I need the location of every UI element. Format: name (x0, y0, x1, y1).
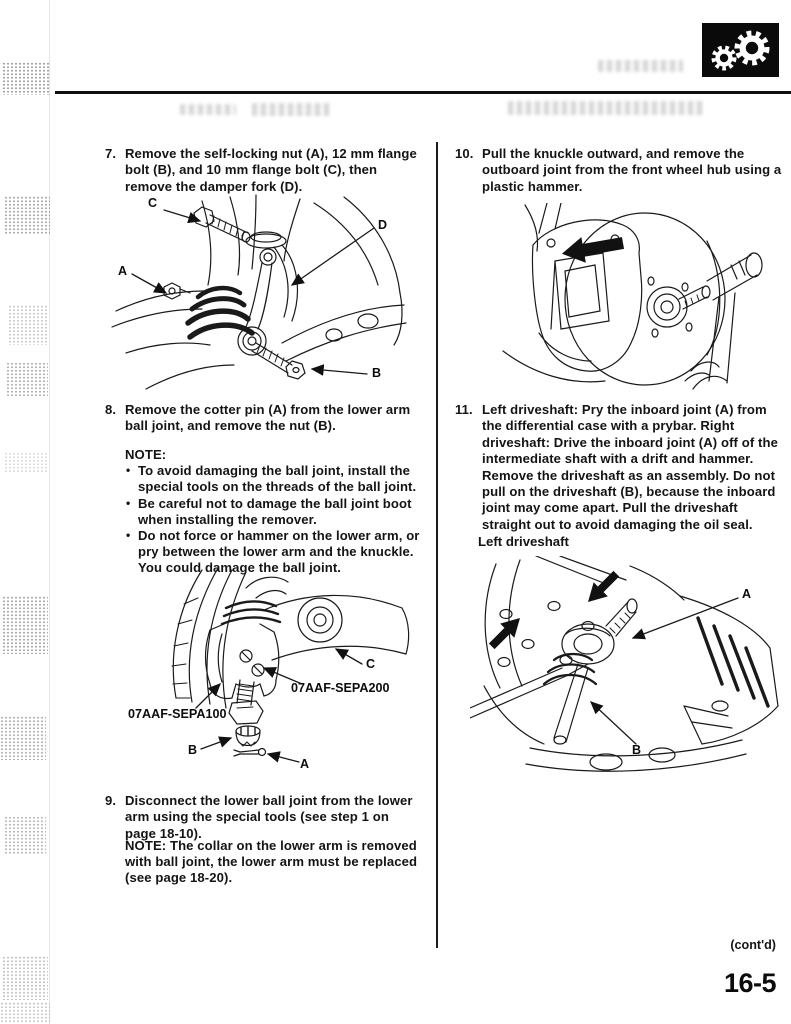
fig4-label-b: B (632, 743, 642, 757)
note-bullet: • Do not force or hammer on the lower arm, or pry between the lower arm and the knuckle. You could damage the ball joint. (125, 528, 423, 577)
note-text: NOTE: The collar on the lower arm is removed with ball joint, the lower arm must be replaced (see page 18-20). (125, 838, 418, 886)
step-number: 8. (105, 402, 117, 417)
scan-binding-line (49, 0, 50, 1024)
step-text: Pull the knuckle outward, and remove the outboard joint from the front wheel hub using a plastic hammer. (482, 146, 782, 194)
note-bullet: • To avoid damaging the ball joint, install the special tools on the threads of the ball joint. (125, 463, 423, 495)
step-text: Left driveshaft: Pry the inboard joint (A) from the differential case with a prybar. Right driveshaft: Drive the inboard joint (A) off of the intermediate shaft with a drift and hammer. Remove the driveshaft as an assembly. Do not pull on the driveshaft (B), because the inboard joint may come apart. Pull the driveshaft straight out to avoid damaging the oil seal. (482, 402, 778, 532)
step-number: 9. (105, 793, 117, 808)
ball-joint-remover-illustration (106, 568, 412, 776)
step-9 (105, 793, 422, 842)
left-driveshaft-illustration (470, 556, 787, 782)
step-11 (455, 402, 785, 533)
figure-knuckle-hub (455, 203, 787, 391)
scan-artifact (2, 956, 48, 1000)
column-divider (436, 142, 438, 948)
fig4-label-a: A (742, 587, 752, 601)
scan-artifact (2, 596, 48, 654)
scan-artifact (4, 452, 48, 472)
damper-fork-illustration (106, 193, 412, 393)
step-text: Disconnect the lower ball joint from the lower arm using the special tools (see step 1 on page 18-10). (125, 793, 413, 841)
fig1-label-d: D (378, 218, 388, 232)
scan-artifact (4, 196, 50, 234)
scan-artifact (6, 362, 48, 396)
figure-left-driveshaft (470, 556, 787, 782)
step-number: 7. (105, 146, 117, 161)
step-text: Remove the cotter pin (A) from the lower arm ball joint, and remove the nut (B). (125, 402, 411, 434)
fig2-tool-adapter: 07AAF-SEPA200 (291, 681, 390, 695)
scan-artifact (0, 1002, 50, 1024)
fig1-label-a: A (118, 264, 128, 278)
step-8 (105, 402, 422, 435)
step-7 (105, 146, 422, 195)
header-rule (55, 91, 791, 94)
fig2-label-a: A (300, 757, 310, 771)
fig2-tool-remover: 07AAF-SEPA100 (128, 707, 227, 721)
step-10 (455, 146, 785, 195)
fig1-label-c: C (148, 196, 158, 210)
step-number: 10. (455, 146, 474, 161)
scan-artifact (2, 62, 50, 95)
section-icon-box (702, 23, 779, 77)
scan-artifact (0, 716, 46, 760)
fig2-label-b: B (188, 743, 198, 757)
scan-artifact (8, 305, 48, 345)
note-bullet-list (125, 463, 423, 576)
fig2-label-c: C (366, 657, 376, 671)
note-title: NOTE: (125, 447, 167, 462)
knuckle-hub-illustration (455, 203, 787, 391)
step-number: 11. (455, 402, 473, 417)
figure-ball-joint-remover (106, 568, 412, 776)
scan-smudge (180, 104, 236, 115)
continued-marker: (cont'd) (730, 938, 776, 952)
gears-icon (702, 23, 779, 77)
subheading-left-driveshaft: Left driveshaft (478, 534, 569, 549)
scan-smudge (598, 60, 683, 72)
scan-smudge (252, 103, 330, 116)
fig1-label-b: B (372, 366, 382, 380)
note-step8 (125, 447, 423, 577)
note-step9 (125, 838, 425, 887)
scan-smudge (508, 101, 704, 115)
page-number: 16-5 (723, 968, 776, 998)
note-bullet: • Be careful not to damage the ball joint boot when installing the remover. (125, 496, 423, 528)
figure-damper-fork (106, 193, 412, 393)
scan-artifact (4, 816, 46, 854)
step-text: Remove the self-locking nut (A), 12 mm flange bolt (B), and 10 mm flange bolt (C), then remove the damper fork (D). (125, 146, 417, 194)
